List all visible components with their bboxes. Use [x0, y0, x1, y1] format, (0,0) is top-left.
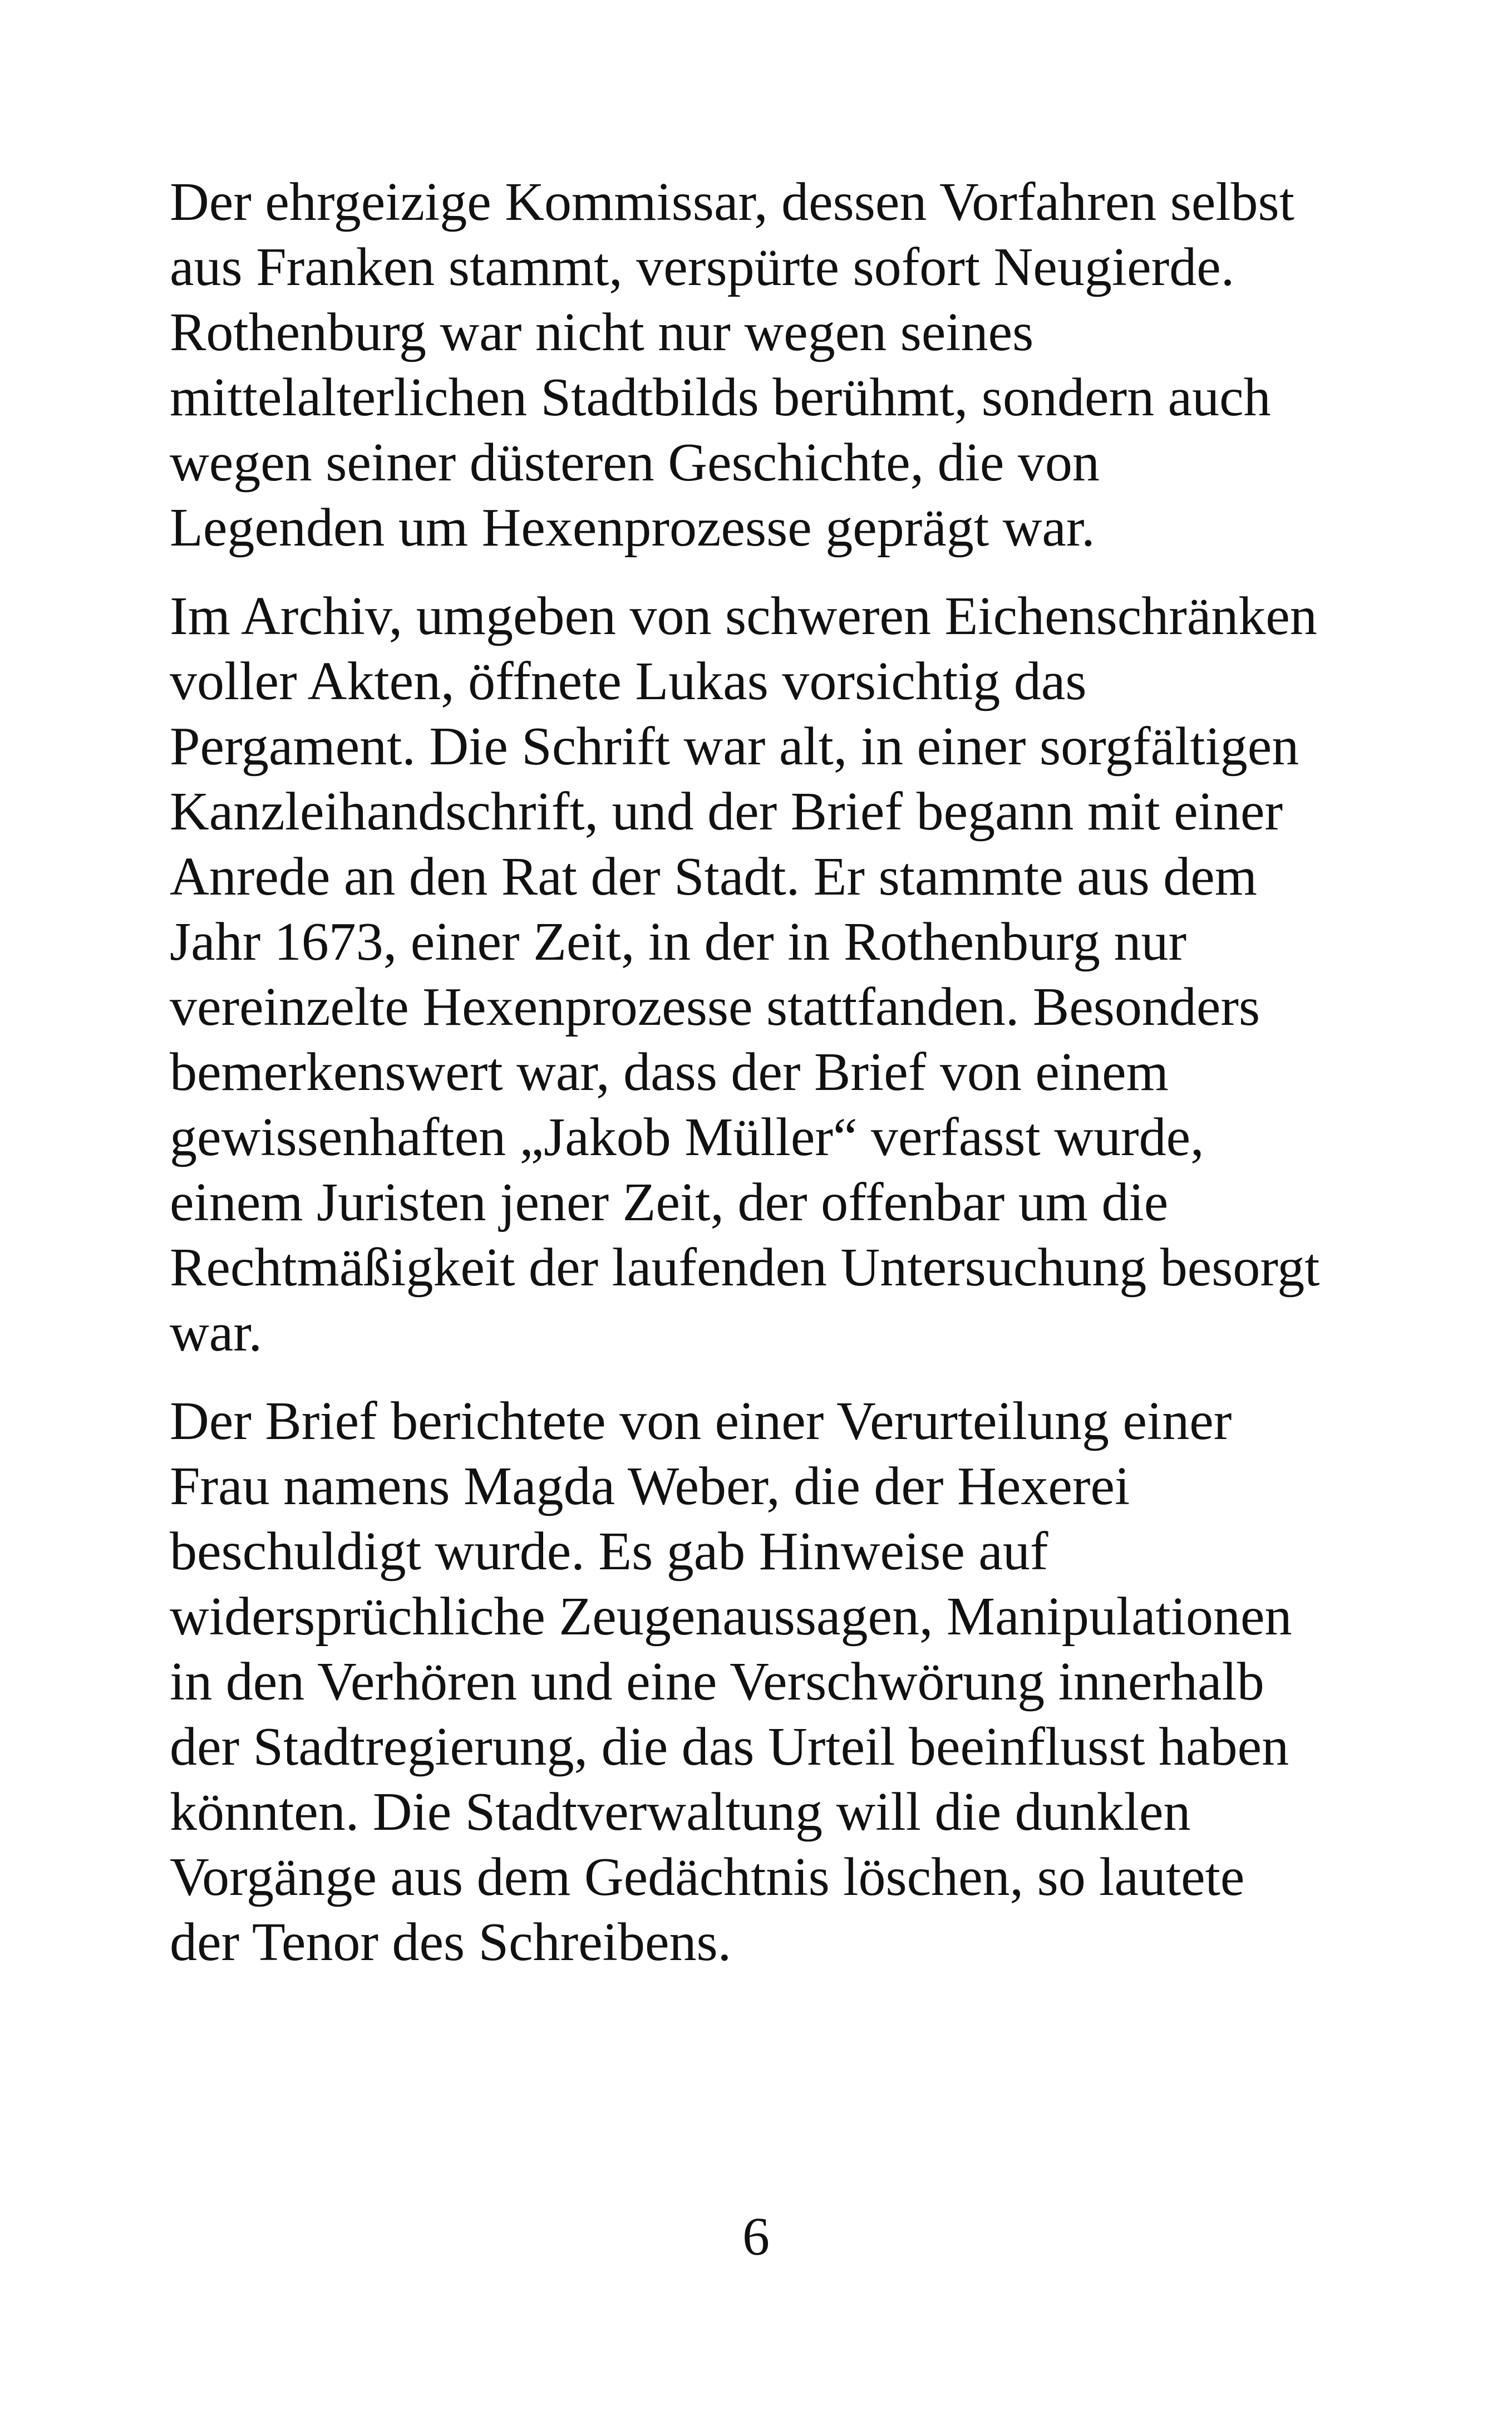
text-line: aus Franken stammt, verspürte sofort Neugierde. [170, 237, 1235, 297]
body-text [170, 170, 1372, 1998]
text-line: Frau namens Magda Weber, die der Hexerei [170, 1456, 1130, 1516]
text-line: könnten. Die Stadtverwaltung will die dunklen [170, 1782, 1191, 1842]
paragraph-1 [170, 170, 1372, 561]
paragraph-2 [170, 584, 1372, 1366]
text-line: der Tenor des Schreibens. [170, 1912, 732, 1972]
text-line: war. [170, 1303, 262, 1363]
page-number: 6 [742, 2207, 770, 2267]
text-line: Der ehrgeizige Kommissar, dessen Vorfahren selbst [170, 172, 1294, 232]
text-line: Legenden um Hexenprozesse geprägt war. [170, 498, 1095, 558]
text-line: Der Brief berichtete von einer Verurteilung einer [170, 1391, 1232, 1451]
text-line: Im Archiv, umgeben von schweren Eichenschränken [170, 586, 1317, 646]
text-line: mittelalterlichen Stadtbilds berühmt, sondern auch [170, 367, 1271, 428]
text-line: beschuldigt wurde. Es gab Hinweise auf [170, 1521, 1048, 1582]
text-line: voller Akten, öffnete Lukas vorsichtig das [170, 651, 1087, 711]
text-line: bemerkenswert war, dass der Brief von einem [170, 1042, 1169, 1102]
text-line: der Stadtregierung, die das Urteil beeinflusst haben [170, 1717, 1289, 1777]
text-line: wegen seiner düsteren Geschichte, die von [170, 433, 1100, 493]
text-line: Jahr 1673, einer Zeit, in der in Rothenburg nur [170, 912, 1187, 972]
text-line: Kanzleihandschrift, und der Brief begann mit einer [170, 782, 1283, 842]
text-line: gewissenhaften „Jakob Müller“ verfasst wurde, [170, 1107, 1204, 1167]
text-line: in den Verhören und eine Verschwörung innerhalb [170, 1652, 1264, 1712]
text-line: Vorgänge aus dem Gedächtnis löschen, so lautete [170, 1847, 1245, 1907]
text-line: einem Juristen jener Zeit, der offenbar um die [170, 1172, 1169, 1232]
text-line: vereinzelte Hexenprozesse stattfanden. Besonders [170, 977, 1260, 1037]
text-line: Rothenburg war nicht nur wegen seines [170, 302, 1034, 362]
text-line: Pergament. Die Schrift war alt, in einer sorgfältigen [170, 716, 1299, 777]
text-line: widersprüchliche Zeugenaussagen, Manipulationen [170, 1587, 1292, 1647]
paragraph-3 [170, 1389, 1372, 1975]
text-line: Anrede an den Rat der Stadt. Er stammte aus dem [170, 847, 1257, 907]
text-line: Rechtmäßigkeit der laufenden Untersuchung besorgt [170, 1237, 1320, 1298]
